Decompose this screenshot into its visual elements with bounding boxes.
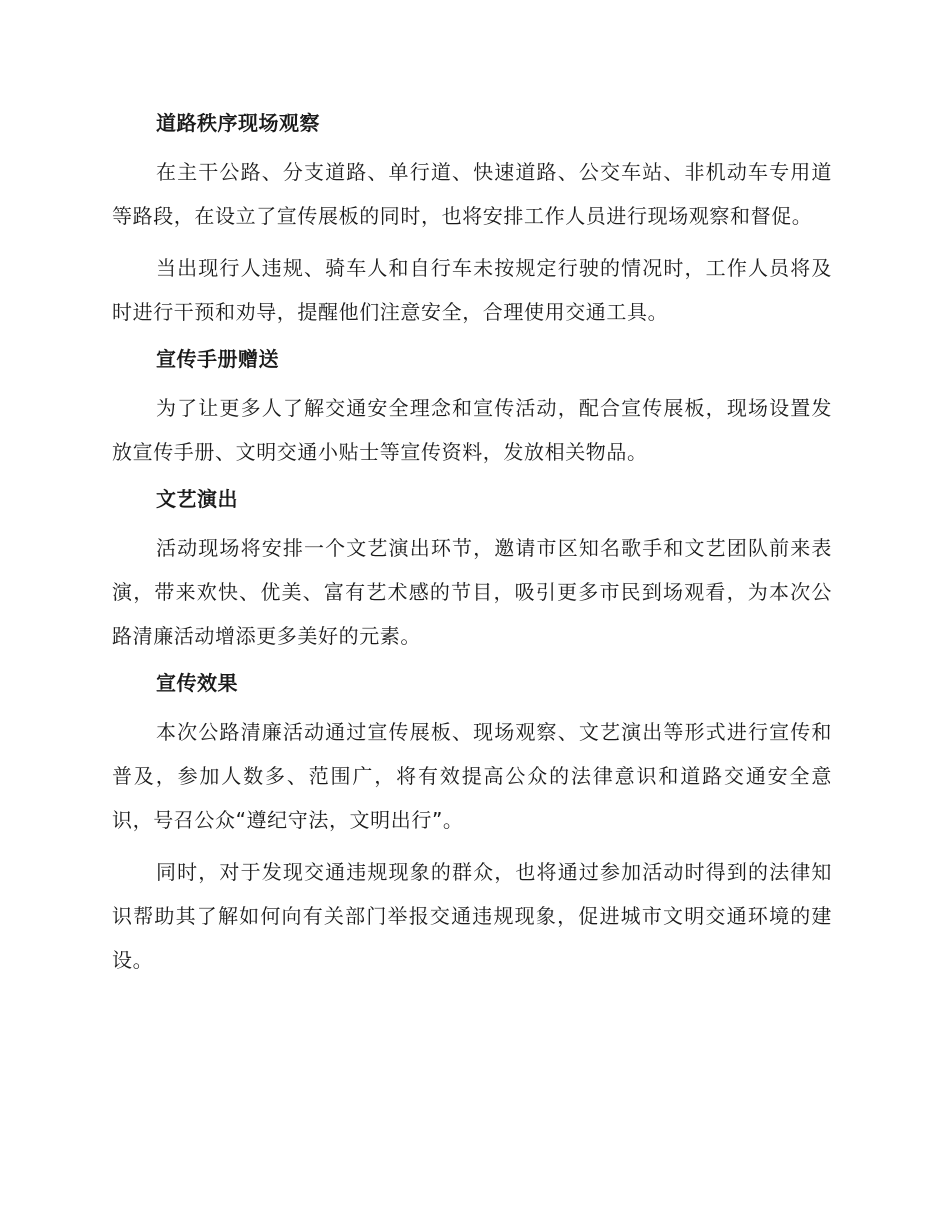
- paragraph: 为了让更多人了解交通安全理念和宣传活动，配合宣传展板，现场设置发放宣传手册、文明交通小贴士等宣传资料，发放相关物品。: [112, 396, 832, 464]
- paragraph: 活动现场将安排一个文艺演出环节，邀请市区知名歌手和文艺团队前来表演，带来欢快、优美、富有艺术感的节目，吸引更多市民到场观看，为本次公路清廉活动增添更多美好的元素。: [112, 536, 832, 648]
- document-page: [112, 106, 832, 990]
- section-road-order: [112, 106, 832, 334]
- section-heading: 宣传效果: [156, 671, 238, 695]
- paragraph: 本次公路清廉活动通过宣传展板、现场观察、文艺演出等形式进行宣传和普及，参加人数多、范围广，将有效提高公众的法律意识和道路交通安全意识，号召公众“遵纪守法，文明出行”。: [112, 720, 832, 832]
- section-heading: 道路秩序现场观察: [156, 111, 320, 135]
- section-brochure: [112, 342, 832, 474]
- section-heading: 文艺演出: [156, 487, 238, 511]
- paragraph: 同时，对于发现交通违规现象的群众，也将通过参加活动时得到的法律知识帮助其了解如何向有关部门举报交通违规现象，促进城市文明交通环境的建设。: [112, 860, 832, 972]
- section-effect: [112, 666, 832, 982]
- section-performance: [112, 482, 832, 658]
- paragraph: 在主干公路、分支道路、单行道、快速道路、公交车站、非机动车专用道等路段，在设立了宣传展板的同时，也将安排工作人员进行现场观察和督促。: [112, 160, 832, 228]
- section-heading: 宣传手册赠送: [156, 347, 279, 371]
- paragraph: 当出现行人违规、骑车人和自行车未按规定行驶的情况时，工作人员将及时进行干预和劝导，提醒他们注意安全，合理使用交通工具。: [112, 256, 832, 324]
